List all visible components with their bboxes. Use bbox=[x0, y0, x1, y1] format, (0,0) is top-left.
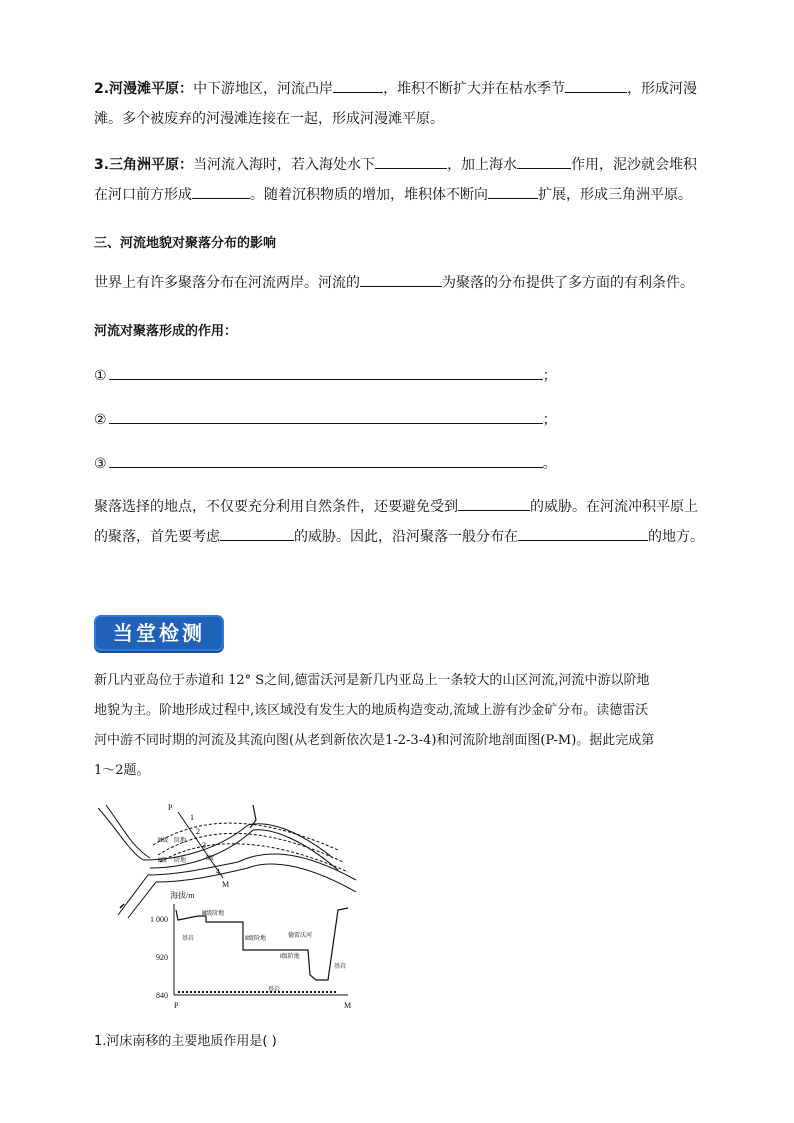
map-label-2: 2 bbox=[196, 827, 200, 836]
text: 的威胁。因此，沿河聚落一般分布在 bbox=[294, 529, 518, 545]
profile-x-p: P bbox=[174, 1001, 179, 1010]
text: 当河流入海时，若入海处水下 bbox=[193, 157, 376, 173]
paragraph-1 bbox=[94, 268, 714, 298]
map-label-terrace-3: Ⅲ级 bbox=[158, 838, 169, 844]
y-tick-1000: 1 000 bbox=[150, 915, 168, 924]
intro-line: 1～2题。 bbox=[94, 763, 150, 778]
question-intro bbox=[94, 666, 710, 786]
fill-blank[interactable] bbox=[458, 496, 530, 511]
bedrock-label-bottom: 基岩 bbox=[268, 987, 281, 993]
map-label-1: 1 bbox=[190, 813, 194, 822]
section-2-paragraph bbox=[94, 74, 714, 134]
y-tick-840: 840 bbox=[156, 991, 168, 1000]
fill-blank[interactable] bbox=[333, 78, 383, 93]
profile-x-m: M bbox=[344, 1001, 352, 1010]
text: 中下游地区，河流凸岸 bbox=[193, 81, 334, 97]
text: 滩。多个被废弃的河漫滩连接在一起，形成河漫滩平原。 bbox=[94, 111, 444, 127]
profile-y-label: 海拔/m bbox=[170, 891, 195, 900]
bedrock-label-left: 基岩 bbox=[182, 936, 195, 942]
intro-line: 河中游不同时期的河流及其流向图(从老到新依次是1-2-3-4)和河流阶地剖面图(P-M)。据此完成第 bbox=[94, 733, 655, 748]
answer-blank[interactable] bbox=[109, 365, 543, 380]
intro-line: 新几内亚岛位于赤道和 12° S之间,德雷沃河是新几内亚岛上一条较大的山区河流,河流中游以阶地 bbox=[94, 673, 650, 688]
punct: ； bbox=[542, 368, 557, 384]
punct: ； bbox=[542, 412, 557, 428]
bedrock-label-right: 基岩 bbox=[334, 964, 347, 970]
fill-blank[interactable] bbox=[517, 154, 571, 169]
question-1: 1.河床南移的主要地质作用是( ) bbox=[94, 1034, 277, 1049]
terrace-2-label: Ⅱ级阶地 bbox=[245, 936, 266, 942]
paragraph-2 bbox=[94, 492, 714, 552]
map-label-3: 3 bbox=[202, 841, 206, 850]
text: 扩展，形成三角洲平原。 bbox=[538, 187, 692, 203]
answer-blank[interactable] bbox=[109, 453, 543, 468]
item-number: ③ bbox=[94, 456, 107, 472]
map-label-terrace-1: Ⅰ级 bbox=[206, 856, 214, 862]
text: 的地方。 bbox=[648, 529, 704, 545]
fill-blank[interactable] bbox=[565, 78, 627, 93]
answer-line-3[interactable] bbox=[94, 453, 557, 473]
map-label-jie: 阶地 bbox=[174, 838, 187, 844]
fill-blank[interactable] bbox=[220, 526, 294, 541]
section-2-label: 2.河漫滩平原： bbox=[94, 81, 194, 97]
answer-line-2[interactable] bbox=[94, 409, 557, 429]
fill-blank[interactable] bbox=[192, 184, 250, 199]
text: 的聚落，首先要考虑 bbox=[94, 529, 220, 545]
text: ，加上海水 bbox=[447, 157, 518, 173]
y-tick-920: 920 bbox=[156, 953, 168, 962]
item-number: ② bbox=[94, 412, 107, 428]
intro-line: 地貌为主。阶地形成过程中,该区域没有发生大的地质构造变动,流域上游有沙金矿分布。读德雷沃 bbox=[94, 703, 649, 718]
map-label-m: M bbox=[222, 880, 230, 889]
text: 聚落选择的地点，不仅要充分利用自然条件，还要避免受到 bbox=[94, 499, 458, 515]
river-map bbox=[98, 805, 356, 918]
terrace-3-label: Ⅲ级阶地 bbox=[202, 911, 225, 917]
fill-blank[interactable] bbox=[375, 154, 447, 169]
punct: 。 bbox=[542, 456, 557, 472]
map-label-lv: 阶地 bbox=[174, 858, 187, 864]
text: 世界上有许多聚落分布在河流两岸。河流的 bbox=[94, 275, 360, 291]
answer-blank[interactable] bbox=[109, 409, 543, 424]
river-label: 德雷沃河 bbox=[288, 933, 313, 939]
fill-blank[interactable] bbox=[518, 526, 648, 541]
map-label-p: P bbox=[168, 803, 173, 812]
text: ，堆积不断扩大并在枯水季节 bbox=[383, 81, 566, 97]
item-number: ① bbox=[94, 368, 107, 384]
profile-surface bbox=[176, 908, 348, 980]
text: 作用，泥沙就会堆积 bbox=[571, 157, 698, 173]
fill-blank[interactable] bbox=[360, 272, 442, 287]
terrace-1-label: Ⅰ级阶地 bbox=[280, 954, 300, 960]
text: 。随着沉积物质的增加，堆积体不断向 bbox=[250, 187, 488, 203]
section-3-label: 3.三角洲平原： bbox=[94, 157, 194, 173]
badge-label: 当堂检测 bbox=[113, 621, 205, 645]
answer-line-1[interactable] bbox=[94, 365, 557, 385]
text: ，形成河漫 bbox=[627, 81, 698, 97]
text: 的威胁。在河流冲积平原上 bbox=[530, 499, 698, 515]
fill-blank[interactable] bbox=[488, 184, 538, 199]
text: 为聚落的分布提供了多方面的有利条件。 bbox=[442, 275, 694, 291]
map-label-terrace-2: Ⅱ级 bbox=[158, 858, 167, 864]
subheading: 河流对聚落形成的作用： bbox=[94, 324, 238, 339]
in-class-test-badge bbox=[94, 615, 224, 651]
text: 在河口前方形成 bbox=[94, 187, 192, 203]
map-label-4: 4 bbox=[216, 867, 220, 876]
section-3-paragraph bbox=[94, 150, 714, 210]
heading-3: 三、河流地貌对聚落分布的影响 bbox=[94, 236, 277, 251]
river-terrace-figure bbox=[98, 800, 358, 1015]
